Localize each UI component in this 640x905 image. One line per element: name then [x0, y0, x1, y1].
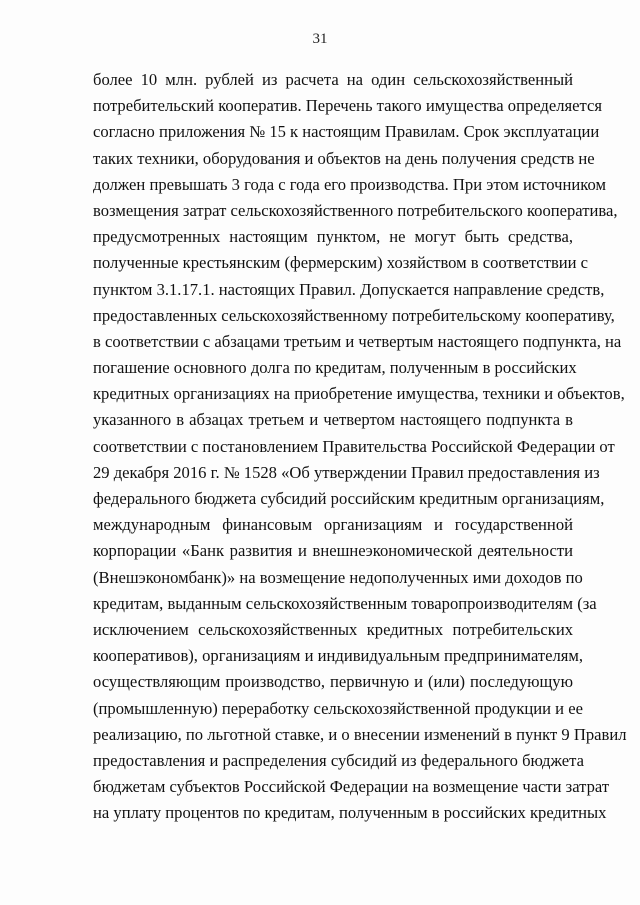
text-line: возмещения затрат сельскохозяйственного потребительского кооператива, [93, 200, 618, 220]
text-line: предоставления и распределения субсидий из федерального бюджета [93, 750, 584, 770]
text-line: более 10 млн. рублей из расчета на один сельскохозяйственный [93, 70, 573, 89]
text-line: кредитам, выданным сельскохозяйственным товаропроизводителям (за [93, 593, 597, 613]
text-line: в соответствии с абзацами третьим и четвертым настоящего подпункта, на [93, 331, 622, 351]
text-line: соответствии с постановлением Правительства Российской Федерации от [93, 436, 615, 456]
text-line: 29 декабря 2016 г. № 1528 «Об утверждении Правил предоставления из [93, 462, 600, 482]
text-line: предусмотренных настоящим пунктом, не могут быть средства, [93, 227, 573, 247]
text-line: осуществляющим производство, первичную и (или) последующую [93, 672, 573, 692]
text-line: таких техники, оборудования и объектов на день получения средств не [93, 148, 595, 168]
text-line: кооперативов), организациям и индивидуальным предпринимателям, [93, 646, 584, 666]
text-line: предоставленных сельскохозяйственному потребительскому кооперативу, [93, 305, 615, 325]
text-line: федерального бюджета субсидий российским кредитным организациям, [93, 489, 605, 508]
page-number: 31 [312, 31, 328, 47]
text-line: на уплату процентов по кредитам, полученным в российских кредитных [93, 803, 607, 823]
text-line: полученные крестьянским (фермерским) хозяйством в соответствии с [93, 253, 589, 273]
text-line: указанного в абзацах третьем и четвертом настоящего подпункта в [93, 410, 573, 430]
text-line: должен превышать 3 года с года его производства. При этом источником [93, 174, 606, 194]
text-line: потребительский кооператив. Перечень такого имущества определяется [93, 96, 602, 116]
text-line: исключением сельскохозяйственных кредитных потребительских [93, 619, 573, 639]
body-text [93, 67, 627, 826]
text-line: согласно приложения № 15 к настоящим Правилам. Срок эксплуатации [93, 122, 600, 142]
text-line: погашение основного долга по кредитам, полученным в российских [93, 358, 577, 378]
text-line: реализацию, по льготной ставке, и о внесении изменений в пункт 9 Правил [93, 724, 627, 744]
text-line: кредитных организациях на приобретение имущества, техники и объектов, [93, 384, 625, 404]
text-line: (Внешэкономбанк)» на возмещение недополученных ими доходов по [93, 567, 583, 587]
text-line: пунктом 3.1.17.1. настоящих Правил. Допускается направление средств, [93, 279, 605, 299]
text-line: бюджетам субъектов Российской Федерации на возмещение части затрат [93, 777, 610, 797]
text-line: (промышленную) переработку сельскохозяйственной продукции и ее [93, 698, 583, 718]
text-line: международным финансовым организациям и государственной [93, 515, 573, 535]
text-line: корпорации «Банк развития и внешнеэкономической деятельности [93, 541, 573, 561]
